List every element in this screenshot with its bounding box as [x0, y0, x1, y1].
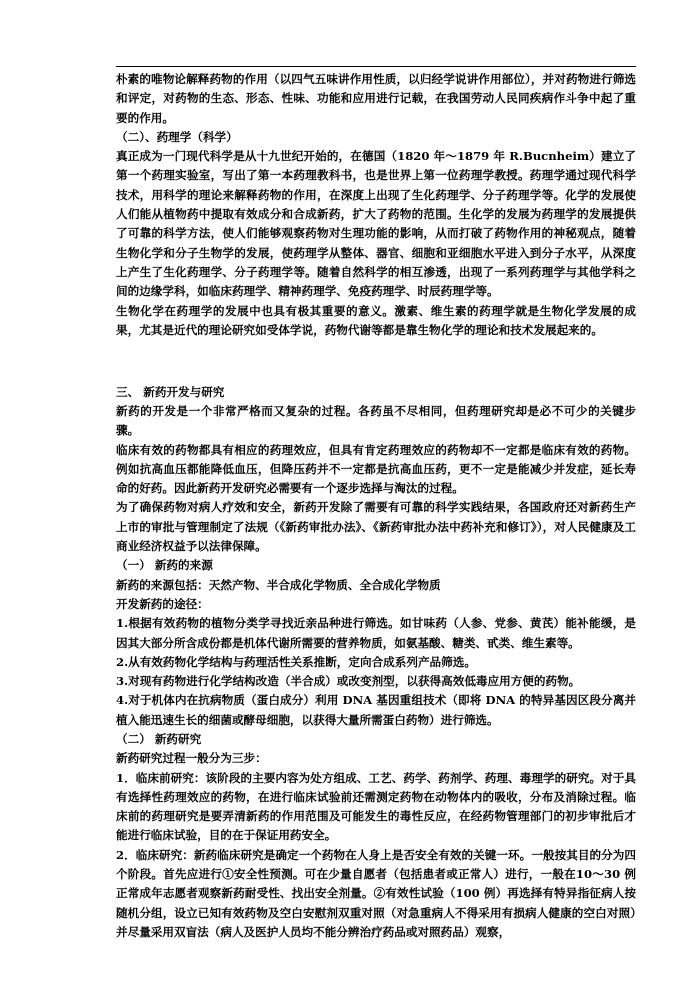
paragraph: 朴素的唯物论解释药物的作用（以四气五味讲作用性质，以归经学说讲作用部位），并对药物进行筛选和评定，对药物的生态、形态、性味、功能和应用进行记载，在我国劳动人民同疾病作斗争中起了重要的作用。 — [116, 72, 636, 125]
blank-line — [116, 352, 636, 371]
paragraph: 生物化学在药理学的发展中也具有极其重要的意义。激素、维生素的药理学就是生物化学发展的成果，尤其是近代的理论研究如受体学说，药物代谢等都是靠生物化学的理论和技术发展起来的。 — [116, 303, 636, 337]
paragraph: 新药的来源包括：天然产物、半合成化学物质、全合成化学物质 — [116, 577, 441, 592]
paragraph: 1.根据有效药物的植物分类学寻找近亲品种进行筛选。如甘味药（人参、党参、黄芪）能补能缓，是因其大部分所含成份都是机体代谢所需要的营养物质，如氨基酸、糖类、甙类、维生素等。 — [116, 616, 636, 650]
paragraph: 3.对现有药物进行化学结构改造（半合成）或改变剂型，以获得高效低毒应用方便的药物。 — [116, 674, 581, 689]
document-body — [116, 70, 636, 942]
section-heading: 三、 新药开发与研究 — [116, 384, 225, 399]
paragraph: 2.从有效药物化学结构与药理活性关系推断，定向合成系列产品筛选。 — [116, 654, 476, 669]
section-heading: （二） 新药研究 — [116, 731, 202, 746]
paragraph: 真正成为一门现代科学是从十九世纪开始的，在德国（1820 年～1879 年 R.Bucnheim）建立了第一个药理实验室，写出了第一本药理教科书，也是世界上第一位药理学教授。药理学通过现代科学技术，用科学的理论来解释药物的作用，在深度上出现了生化药理学、分子药理学等。化学的发展使人们能从植物药中提取有效成分和合成新药，扩大了药物的范围。生化学的发展为药理学的发展提供了可靠的科学方法，使人们能够观察药物对生理功能的影响，从而打破了药物作用的神秘观点，随着生物化学和分子生物学的发展，使药理学从整体、器官、细胞和亚细胞水平进入到分子水平，从深度上产生了生化药理学、分子药理学等。随着自然科学的相互渗透，出现了一系列药理学与其他学科之间的边缘学科，如临床药理学、精神药理学、免疫药理学、时辰药理学等。 — [116, 149, 636, 299]
paragraph: 开发新药的途径： — [116, 596, 209, 611]
section-heading: （二）、药理学（科学） — [116, 129, 238, 144]
section-heading: （一） 新药的来源 — [116, 558, 213, 573]
header-rule — [116, 66, 636, 67]
paragraph: 1．临床前研究：该阶段的主要内容为处方组成、工艺、药学、药剂学、药理、毒理学的研究。对于具有选择性药理效应的药物，在进行临床试验前还需测定药物在动物体内的吸收，分布及消除过程。临床前的药理研究是要弄清新药的作用范围及可能发生的毒性反应，在经药物管理部门的初步审批后才能进行临床试验，目的在于保证用药安全。 — [116, 770, 636, 843]
paragraph: 新药研究过程一般分为三步： — [116, 751, 267, 766]
paragraph: 为了确保药物对病人疗效和安全，新药开发除了需要有可靠的科学实践结果，各国政府还对新药生产上市的审批与管理制定了法规（《新药审批办法》、《新药审批办法中药补充和修订》），对人民健康及工商业经济权益予以法律保障。 — [116, 500, 636, 554]
paragraph: 4.对于机体内在抗病物质（蛋白成分）利用 DNA 基因重组技术（即将 DNA 的特异基因区段分离并植入能迅速生长的细菌或酵母细胞，以获得大量所需蛋白药物）进行筛选。 — [116, 693, 636, 727]
paragraph: 临床有效的药物都具有相应的药理效应，但具有肯定药理效应的药物却不一定都是临床有效的药物。例如抗高血压都能降低血压，但降压药并不一定都是抗高血压药，更不一定是能减少并发症，延长寿命的好药。因此新药开发研究必需要有一个逐步选择与淘汰的过程。 — [116, 442, 636, 496]
paragraph: 2．临床研究：新药临床研究是确定一个药物在人身上是否安全有效的关键一环。一般按其目的分为四个阶段。首先应进行①安全性预测。可在少量自愿者（包括患者或正常人）进行，一般在10～30 例正常成年志愿者观察新药耐受性、找出安全剂量。②有效性试验（100 例）再选择有特异指征病人按随机分组，设立已知有效药物及空白安慰剂双重对照（对急重病人不得采用有损病人健康的空白对照）并尽量采用双盲法（病人及医护人员均不能分辨治疗药品或对照药品）观察， — [116, 847, 636, 939]
paragraph: 新药的开发是一个非常严格而又复杂的过程。各药虽不尽相同，但药理研究却是必不可少的关键步骤。 — [116, 403, 636, 438]
